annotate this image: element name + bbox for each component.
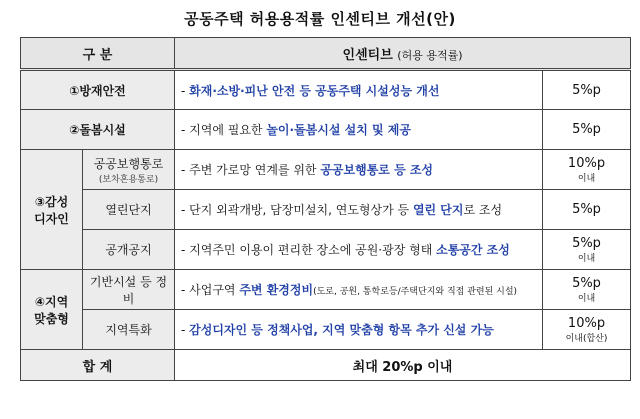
- sub-public-walkway-note: (보차혼용통로): [98, 174, 159, 185]
- rate-walkway-note: 이내: [577, 173, 596, 184]
- desc-disaster-safety-text: 화재·소방·피난 안전 등 공동주택 시설성능 개선: [189, 83, 440, 98]
- desc-infrastructure: - 사업구역 주변 환경정비(도로, 공원, 통학로등/주택단지와 직접 관련된 시설): [175, 270, 543, 310]
- category-emotional-design: ③감성 디자인: [21, 150, 83, 270]
- header-incentive-label: 인센티브: [342, 47, 393, 63]
- rate-space-note: 이내: [577, 253, 596, 264]
- rate-public-space: [543, 230, 631, 270]
- table-row: [21, 230, 631, 270]
- rate-infrastructure: [543, 270, 631, 310]
- total-value: 최대 20%p 이내: [175, 350, 631, 381]
- desc-infra-pre: 사업구역: [189, 283, 240, 297]
- sub-public-walkway: [83, 150, 175, 190]
- table-header-row: [21, 38, 631, 70]
- desc-disaster-safety: - 화재·소방·피난 안전 등 공동주택 시설성능 개선: [175, 70, 543, 110]
- desc-walkway-pre: 주변 가로망 연계를 위한: [189, 163, 321, 177]
- desc-local-special: - 감성디자인 등 정책사업, 지역 맞춤형 항목 추가 신설 가능: [175, 310, 543, 350]
- rate-infra-value: 5%p: [572, 275, 601, 291]
- desc-open-highlight: 열린 단지: [412, 203, 464, 217]
- document-title: 공동주택 허용용적률 인센티브 개선(안): [184, 10, 456, 28]
- table-row: [21, 150, 631, 190]
- desc-care-highlight: 놀이·돌봄시설 설치 및 제공: [266, 123, 411, 137]
- rate-space-value: 5%p: [572, 235, 601, 251]
- header-incentive: [175, 38, 631, 70]
- rate-open-complex: 5%p: [543, 190, 631, 230]
- desc-open-pre: 단지 외곽개방, 담장미설치, 연도형상가 등: [189, 203, 413, 217]
- desc-care-pre: 지역에 필요한: [189, 123, 267, 137]
- desc-open-complex: - 단지 외곽개방, 담장미설치, 연도형상가 등 열린 단지로 조성: [175, 190, 543, 230]
- rate-local-note: 이내(합산): [565, 333, 608, 344]
- total-row: [21, 350, 631, 381]
- total-label: 합 계: [21, 350, 175, 381]
- desc-infra-post: (도로, 공원, 통학로등/주택단지와 직접 관련된 시설): [313, 287, 518, 297]
- table-row: [21, 270, 631, 310]
- desc-open-post: 로 조성: [463, 203, 503, 217]
- header-category: 구 분: [21, 38, 175, 70]
- rate-walkway-value: 10%p: [567, 155, 606, 171]
- desc-care-facility: - 지역에 필요한 놀이·돌봄시설 설치 및 제공: [175, 110, 543, 150]
- desc-walkway-highlight: 공공보행통로 등 조성: [320, 163, 434, 177]
- header-incentive-sub: (허용 용적률): [397, 48, 463, 62]
- rate-public-walkway: [543, 150, 631, 190]
- sub-open-complex: 열린단지: [83, 190, 175, 230]
- category-disaster-safety: ①방재안전: [21, 70, 175, 110]
- sub-infrastructure: 기반시설 등 정비: [83, 270, 175, 310]
- desc-public-walkway: - 주변 가로망 연계를 위한 공공보행통로 등 조성: [175, 150, 543, 190]
- sub-local-special: 지역특화: [83, 310, 175, 350]
- desc-public-space: - 지역주민 이용이 편리한 장소에 공원·광장 형태 소통공간 조성: [175, 230, 543, 270]
- incentive-table: [20, 37, 631, 381]
- sub-public-space: 공개공지: [83, 230, 175, 270]
- table-row: [21, 110, 631, 150]
- rate-infra-note: 이내: [577, 293, 596, 304]
- desc-space-pre: 지역주민 이용이 편리한 장소에 공원·광장 형태: [189, 243, 437, 257]
- desc-infra-highlight: 주변 환경정비: [239, 283, 314, 297]
- table-row: [21, 310, 631, 350]
- rate-local-value: 10%p: [567, 315, 606, 331]
- rate-local-special: [543, 310, 631, 350]
- sub-public-walkway-label: 공공보행통로: [93, 156, 164, 171]
- category-local-custom: ④지역 맞춤형: [21, 270, 83, 350]
- category-care-facility: ②돌봄시설: [21, 110, 175, 150]
- desc-local-highlight: 감성디자인 등 정책사업, 지역 맞춤형 항목 추가 신설 가능: [189, 323, 494, 337]
- desc-space-highlight: 소통공간 조성: [436, 243, 510, 257]
- rate-care-facility: 5%p: [543, 110, 631, 150]
- rate-disaster-safety: 5%p: [543, 70, 631, 110]
- table-row: [21, 70, 631, 110]
- table-row: [21, 190, 631, 230]
